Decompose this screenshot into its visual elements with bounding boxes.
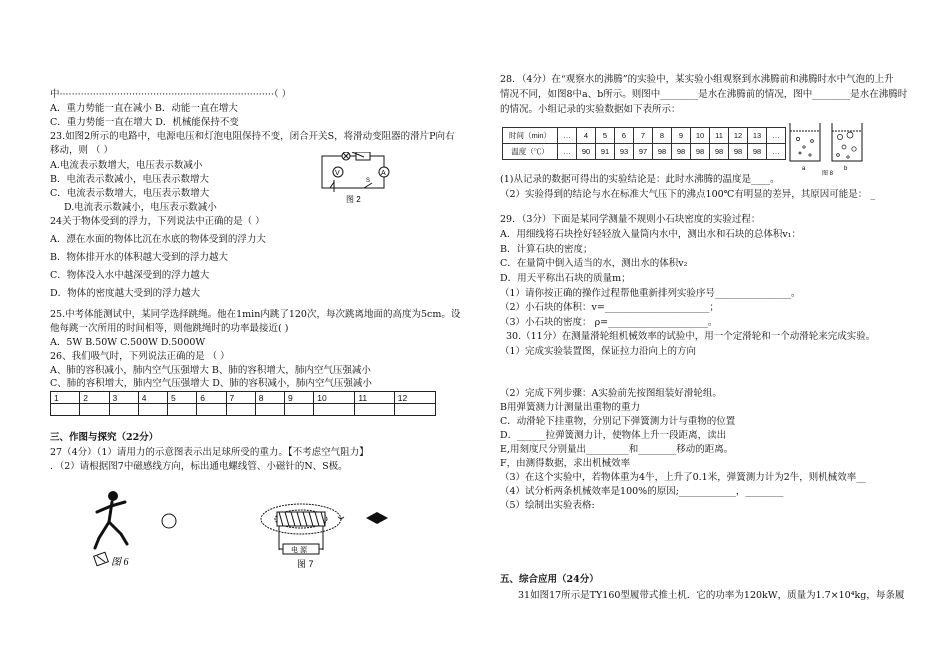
- q30-stem: 30.（11分）在测量滑轮组机械效率的试验中，用一个定滑轮和一个动滑轮来完成实验。: [506, 331, 876, 342]
- q30-step-d: D．______拉弹簧测力计，使物体上升一段距离，读出: [500, 430, 727, 441]
- figure-6-caption: 图 6: [111, 557, 129, 568]
- q30-part5: （5）绘制出实验表格:: [500, 500, 595, 511]
- circuit-wire-loop: [322, 156, 384, 188]
- temp-cell: 98: [710, 144, 729, 160]
- answer-cell[interactable]: [355, 404, 394, 416]
- figure-7-caption: 图 7: [297, 559, 314, 569]
- temp-cell: 98: [653, 144, 672, 160]
- time-row: [503, 128, 786, 144]
- q23-option-a: A.电流表示数增大，电压表示数减小: [50, 160, 203, 171]
- q27-part1: 27（4分）（1）请用力的示意图表示出足球所受的重力。【不考虑空气阻力】: [50, 447, 369, 458]
- time-cell: 5: [596, 128, 615, 144]
- solenoid-core: [277, 512, 325, 526]
- q28-stem: 28．（4分）在“观察水的沸腾”的实验中，某实验小组观察到水沸腾前和沸腾时水中气泡的上升: [500, 74, 894, 85]
- q23-stem: 23.如图2所示的电路中，电源电压和灯泡电阻保持不变，闭合开关S，将滑动变阻器的滑片P向右: [50, 131, 455, 142]
- answer-col-2: 2: [80, 392, 109, 404]
- q26-options-cd: C、肺的容积增大，肺内空气压强增大 D、肺的容积减小，肺内空气压强减小: [50, 378, 372, 389]
- q23-option-b: B．电流表示数减小，电压表示数增大: [50, 174, 209, 185]
- answer-cell[interactable]: [197, 404, 226, 416]
- q29-part1: （1）请你按正确的操作过程帮他重新排列实验序号________________。: [500, 288, 801, 299]
- magnetic-needle: [366, 512, 388, 524]
- temp-cell: 90: [577, 144, 596, 160]
- temp-cell: 98: [672, 144, 691, 160]
- temp-row: [503, 144, 786, 160]
- answer-col-6: 6: [197, 392, 226, 404]
- temp-cell: …: [767, 144, 786, 160]
- q26-options-ab: A、肺的容积减小，肺内空气压强增大 B、肺的容积增大，肺内空气压强减小: [50, 365, 371, 376]
- time-cell: 6: [615, 128, 634, 144]
- rheostat-symbol: [356, 152, 370, 160]
- beakers-figure-8: [786, 117, 870, 177]
- soccer-player-figure: [85, 488, 145, 570]
- beaker-a: [790, 123, 820, 161]
- temp-cell: 98: [748, 144, 767, 160]
- temp-cell: …: [558, 144, 577, 160]
- temp-cell: 91: [596, 144, 615, 160]
- answer-col-3: 3: [109, 392, 138, 404]
- temp-cell: 98: [691, 144, 710, 160]
- temp-cell: 97: [634, 144, 653, 160]
- q30-part1: （1）完成实验装置图，保证拉力沿向上的方向: [500, 346, 697, 357]
- answer-cell[interactable]: [255, 404, 284, 416]
- section-3-heading: 三、作图与探究（22分）: [50, 432, 159, 443]
- q23-stem-cont: 移动，则 （ ）: [50, 145, 114, 156]
- answer-col-5: 5: [168, 392, 197, 404]
- q25-stem: 25.中考体能测试中，某同学选择跳绳。他在1min内跳了120次，每次跳离地面的高度为5cm。设: [50, 309, 461, 320]
- q29-part3: （3）小石块的密度： ρ=_____________________。: [500, 317, 718, 328]
- q30-step-c: C．动滑轮下挂重物，分别记下弹簧测力计与重物的位置: [500, 416, 736, 427]
- temp-header: 温度（℃）: [503, 144, 558, 160]
- q24-stem: 24关于物体受到的浮力，下列说法中正确的是（ ）: [50, 216, 265, 227]
- q26-stem: 26、我们吸气时，下列说法正确的是 （ ）: [50, 351, 230, 362]
- ammeter-label: A: [381, 170, 386, 177]
- time-header: 时间（min）: [503, 128, 558, 144]
- answer-col-1: 1: [51, 392, 80, 404]
- q24-option-d: D．物体的密度越大受到的浮力越大: [50, 288, 201, 299]
- q29-step-a: A．用细线将石块拴好轻轻放入量筒内水中，测出水和石块的总体积v₁：: [500, 229, 802, 240]
- q30-step-b: B用弹簧测力计测量出重物的重力: [500, 402, 640, 413]
- time-cell: 10: [691, 128, 710, 144]
- temp-cell: 98: [729, 144, 748, 160]
- q30-part4: （4）试分析两条机械效率是100%的原因;____________，________: [500, 486, 784, 497]
- answer-cell[interactable]: [80, 404, 109, 416]
- q29-step-c: C．在量筒中倒入适当的水，测出水的体积v₂: [500, 258, 688, 269]
- time-cell: 13: [748, 128, 767, 144]
- boiling-data-table: [502, 127, 786, 160]
- answer-col-8: 8: [255, 392, 284, 404]
- time-cell: 11: [710, 128, 729, 144]
- power-source-label: 电 源: [291, 547, 307, 554]
- q28-part2: （2）实验得到的结论与水在标准大气压下的沸点100℃有明显的差异，其原因可能是： _: [500, 189, 876, 200]
- figure-8-caption: 图 8: [822, 171, 834, 177]
- q28-stem-2: 情况不同，如图8中a、b所示。则图中________是水在沸腾前的情况，图中________是水在沸腾时: [500, 89, 908, 100]
- answer-table: [50, 391, 436, 416]
- q30-part3: （3）在这个实验中，若物体重为4牛，上升了0.1米，弹簧测力计为2牛，则机械效率__: [500, 472, 866, 483]
- q30-step-e: E,用刻度尺分别量出_________和________移动的距离。: [500, 444, 734, 455]
- answer-table-blank-row: [51, 404, 436, 416]
- soccer-ball: [160, 512, 178, 530]
- q23-option-c: C．电流表示数增大，电压表示数增大: [50, 188, 210, 199]
- answer-col-4: 4: [138, 392, 167, 404]
- q23-option-d: D.电流表示数减小，电压表示数减小: [64, 202, 217, 213]
- q30-step-f: F，由测得数据，求出机械效率: [500, 458, 631, 469]
- time-cell: 4: [577, 128, 596, 144]
- answer-cell[interactable]: [168, 404, 197, 416]
- answer-cell[interactable]: [109, 404, 138, 416]
- fig8-label-a: a: [802, 166, 806, 172]
- voltmeter-label: V: [335, 170, 340, 177]
- answer-col-12: 12: [394, 392, 435, 404]
- answer-col-9: 9: [285, 392, 314, 404]
- q29-part2: （2）小石块的体积：v=______________________；: [500, 302, 719, 313]
- answer-cell[interactable]: [138, 404, 167, 416]
- q27-part2: ．（2）请根据图7中磁感线方向，标出通电螺线管、小磁针的N、S极。: [50, 461, 348, 472]
- section-5-heading: 五、综合应用（24分）: [500, 574, 599, 585]
- q22-options-ab: A．重力势能一直在减小 B．动能一直在增大: [50, 103, 238, 114]
- temp-cell: 93: [615, 144, 634, 160]
- circuit-figure-2: [308, 152, 396, 204]
- fig8-label-b: b: [844, 166, 848, 172]
- answer-table-header-row: [51, 392, 436, 404]
- q24-option-b: B．物体排开水的体积越大受到的浮力越大: [50, 252, 228, 263]
- answer-col-11: 11: [355, 392, 394, 404]
- answer-cell[interactable]: [394, 404, 435, 416]
- answer-cell[interactable]: [51, 404, 80, 416]
- time-cell: 8: [653, 128, 672, 144]
- q31-stem: 31如图17所示是TY160型履带式推土机．它的功率为120kW，质量为1.7×10⁴kg，每条履: [518, 590, 905, 601]
- answer-cell[interactable]: [314, 404, 355, 416]
- switch-label: S: [366, 178, 371, 184]
- q22-options-cd: C．重力势能一直在增大 D．机械能保持不变: [50, 117, 239, 128]
- time-cell: …: [558, 128, 577, 144]
- time-cell: 9: [672, 128, 691, 144]
- q30-part2: （2）完成下列步骤：A实验前先按图组装好滑轮组。: [500, 388, 722, 399]
- q24-option-a: A．漂在水面的物体比沉在水底的物体受到的浮力大: [50, 234, 266, 245]
- answer-cell[interactable]: [285, 404, 314, 416]
- answer-col-7: 7: [226, 392, 255, 404]
- solenoid-figure-7: [253, 492, 353, 570]
- q22-stem: 中·······································································（ ）: [50, 89, 292, 100]
- q29-step-d: D．用天平称出石块的质量m；: [500, 273, 631, 284]
- q25-options: A．5W B.50W C.500W D.5000W: [50, 337, 206, 348]
- q24-option-c: C．物体没入水中越深受到的浮力越大: [50, 270, 210, 281]
- time-cell: 7: [634, 128, 653, 144]
- answer-col-10: 10: [314, 392, 355, 404]
- q25-stem-cont: 他每跳一次所用的时间相等，则他跳绳时的功率最接近( ): [50, 323, 289, 334]
- answer-cell[interactable]: [226, 404, 255, 416]
- time-cell: 12: [729, 128, 748, 144]
- time-cell: …: [767, 128, 786, 144]
- q28-stem-3: 的情况。小组记录的实验数据如下表所示：: [500, 104, 681, 115]
- q29-stem: 29．（3分）下面是某同学测量不规则小石块密度的实验过程：: [500, 214, 761, 225]
- figure-2-caption: 图 2: [346, 195, 361, 204]
- q28-part1: (1)从记录的数据可得出的实验结论是：此时水沸腾的温度是____。: [500, 174, 780, 185]
- q29-step-b: B．计算石块的密度；: [500, 244, 593, 255]
